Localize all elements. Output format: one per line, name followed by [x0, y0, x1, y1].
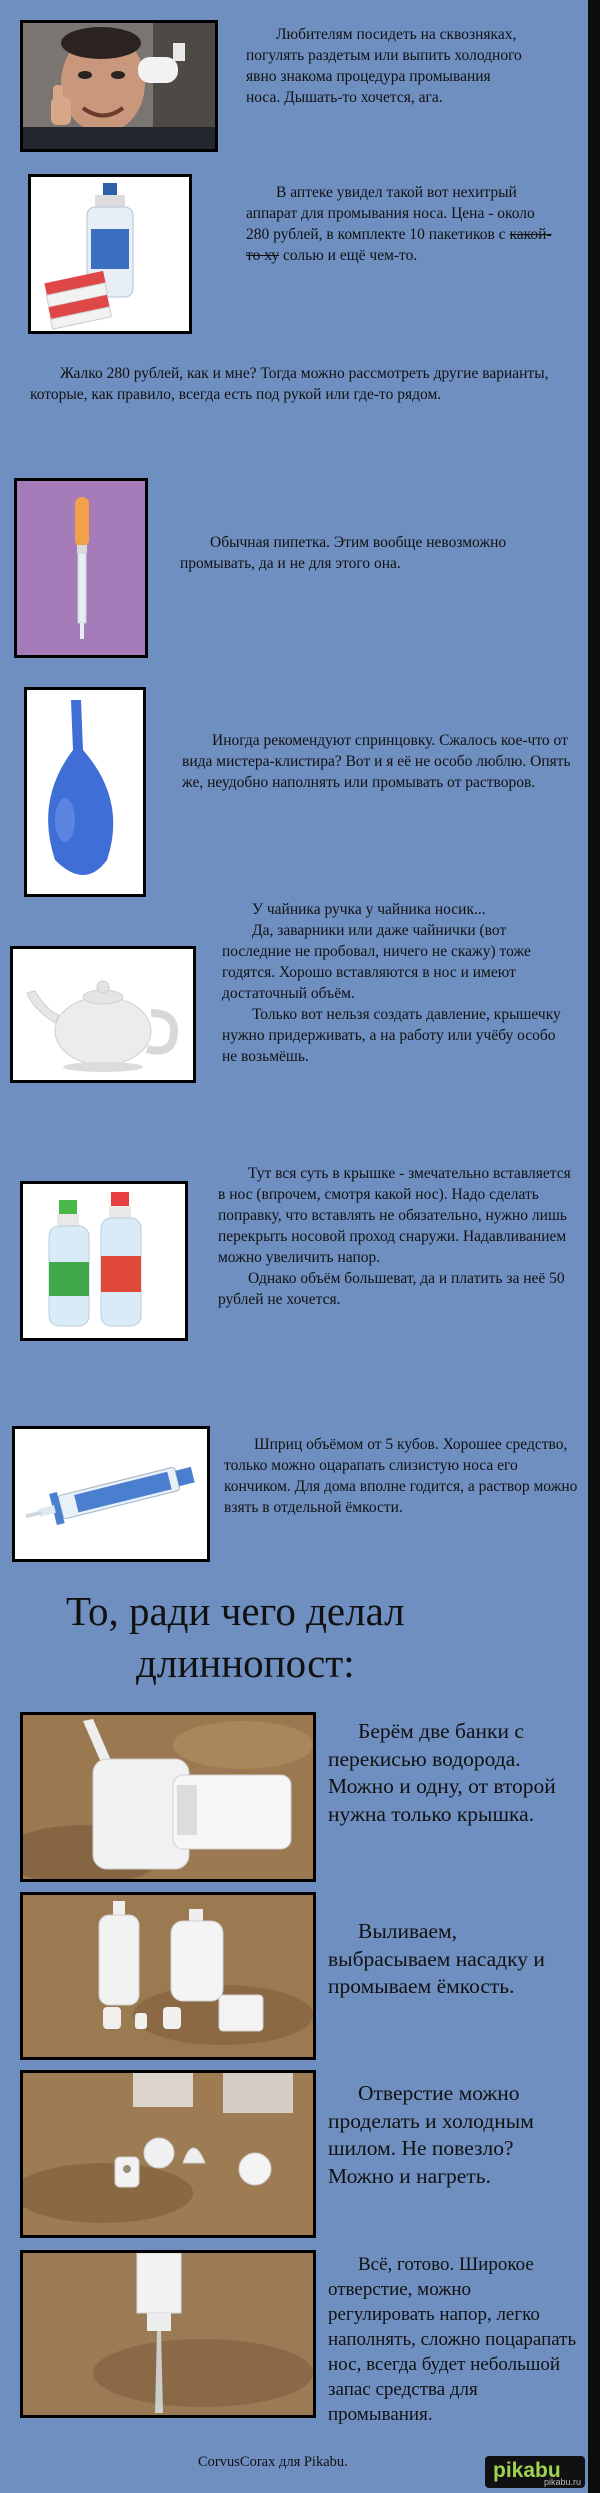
photo-step-2-washed [20, 1892, 316, 2060]
rinse-kit-text [246, 182, 558, 266]
photo-sport-bottles [20, 1181, 188, 1341]
teapot-text-p1: У чайника ручка у чайника носик... [252, 901, 486, 918]
photo-man-graphic [23, 23, 215, 149]
photo-step-1-bottles [20, 1712, 316, 1882]
pipette-text: Обычная пипетка. Этим вообще невозможно промывать, да и не для этого она. [180, 534, 507, 572]
sport-bottles-text-p2: Однако объём большеват, да и платить за неё 50 рублей не хочется. [218, 1270, 565, 1308]
photo-syringe [12, 1426, 210, 1562]
sport-bottles-text [218, 1163, 574, 1310]
step-4-graphic [23, 2253, 313, 2415]
step-4-text: Всё, готово. Широкое отверстие, можно регулировать напор, легко наполнять, сложно поцарапать нос, всегда будет небольшой запас средства для промывания. [328, 2254, 577, 2425]
syringe-text: Шприц объёмом от 5 кубов. Хорошее средство, только можно оцарапать слизистую носа его кончиком. Для дома вполне годится, а раствор можно взять в отдельной ёмкости. [224, 1436, 578, 1516]
photo-pipette [14, 478, 148, 658]
step-1-text: Берём две банки с перекисью водорода. Можно и одну, от второй нужна только крышка. [328, 1719, 556, 1826]
photo-bulb-syringe [24, 687, 146, 897]
photo-man-nasal-rinse [20, 20, 218, 152]
pipette-graphic [17, 481, 145, 655]
alternatives-text: Жалко 280 рублей, как и мне? Тогда можно рассмотреть другие варианты, которые, как правило, всегда есть под рукой или где-то рядом. [30, 365, 549, 403]
step-2-text: Выливаем, выбрасываем насадку и промываем ёмкость. [328, 1919, 545, 1998]
rinse-kit-text-a: В аптеке увидел такой вот нехитрый аппарат для промывания носа. Цена - около 280 рублей, в комплекте 10 пакетиков с [246, 184, 535, 243]
step-2-graphic [23, 1895, 313, 2057]
bulb-syringe-text: Иногда рекомендуют спринцовку. Сжалось кое-что от вида мистера-клистира? Вот и я её не особо люблю. Опять же, неудобно наполнять или промывать от растворов. [182, 732, 571, 791]
photo-rinse-kit [28, 174, 192, 334]
section-heading-line2: длиннопост: [136, 1640, 355, 1686]
teapot-text-p3: Только вот нельзя создать давление, крышечку нужно придерживать, а на работу или учёбу особо не возьмёшь. [222, 1006, 561, 1065]
right-edge-bar [588, 0, 600, 2493]
teapot-text-p2: Да, заварники или даже чайнички (вот последние не пробовал, ничего не скажу) тоже годятся. Хорошо вставляются в нос и имеют достаточный объём. [222, 922, 531, 1002]
pikabu-logo-url: pikabu.ru [543, 2477, 581, 2487]
sport-bottles-graphic [23, 1184, 185, 1338]
photo-teapot [10, 946, 196, 1083]
section-heading-line1: То, ради чего делал [66, 1588, 405, 1634]
pikabu-logo-text: pikabu [493, 2459, 561, 2482]
teapot-text [222, 899, 574, 1067]
photo-step-4-result [20, 2250, 316, 2418]
step-1-graphic [23, 1715, 313, 1879]
step-3-graphic [23, 2073, 313, 2235]
teapot-graphic [13, 949, 193, 1080]
rinse-kit-text-b: солью и ещё чем-то. [279, 247, 418, 264]
sport-bottles-text-p1: Тут вся суть в крышке - змечательно вставляется в нос (впрочем, смотря какой нос). Надо сделать поправку, что вставлять не обязательно, нужно лишь перекрыть носовой проход снаружи. Надавливанием можно увеличить напор. [218, 1165, 571, 1266]
pikabu-logo [485, 2456, 585, 2488]
rinse-kit-graphic [31, 177, 189, 331]
rinse-kit-strike-text: какой-то ху [246, 226, 552, 264]
photo-step-3-caps [20, 2070, 316, 2238]
bulb-syringe-graphic [27, 690, 143, 894]
syringe-graphic [15, 1429, 207, 1559]
intro-text: Любителям посидеть на сквозняках, погулять раздетым или выпить холодного явно знакома процедура промывания носа. Дышать-то хочется, ага. [246, 26, 522, 106]
footer-credit: CorvusCorax для Pikabu. [198, 2454, 348, 2470]
step-3-text: Отверстие можно проделать и холодным шилом. Не повезло? Можно и нагреть. [328, 2081, 534, 2188]
